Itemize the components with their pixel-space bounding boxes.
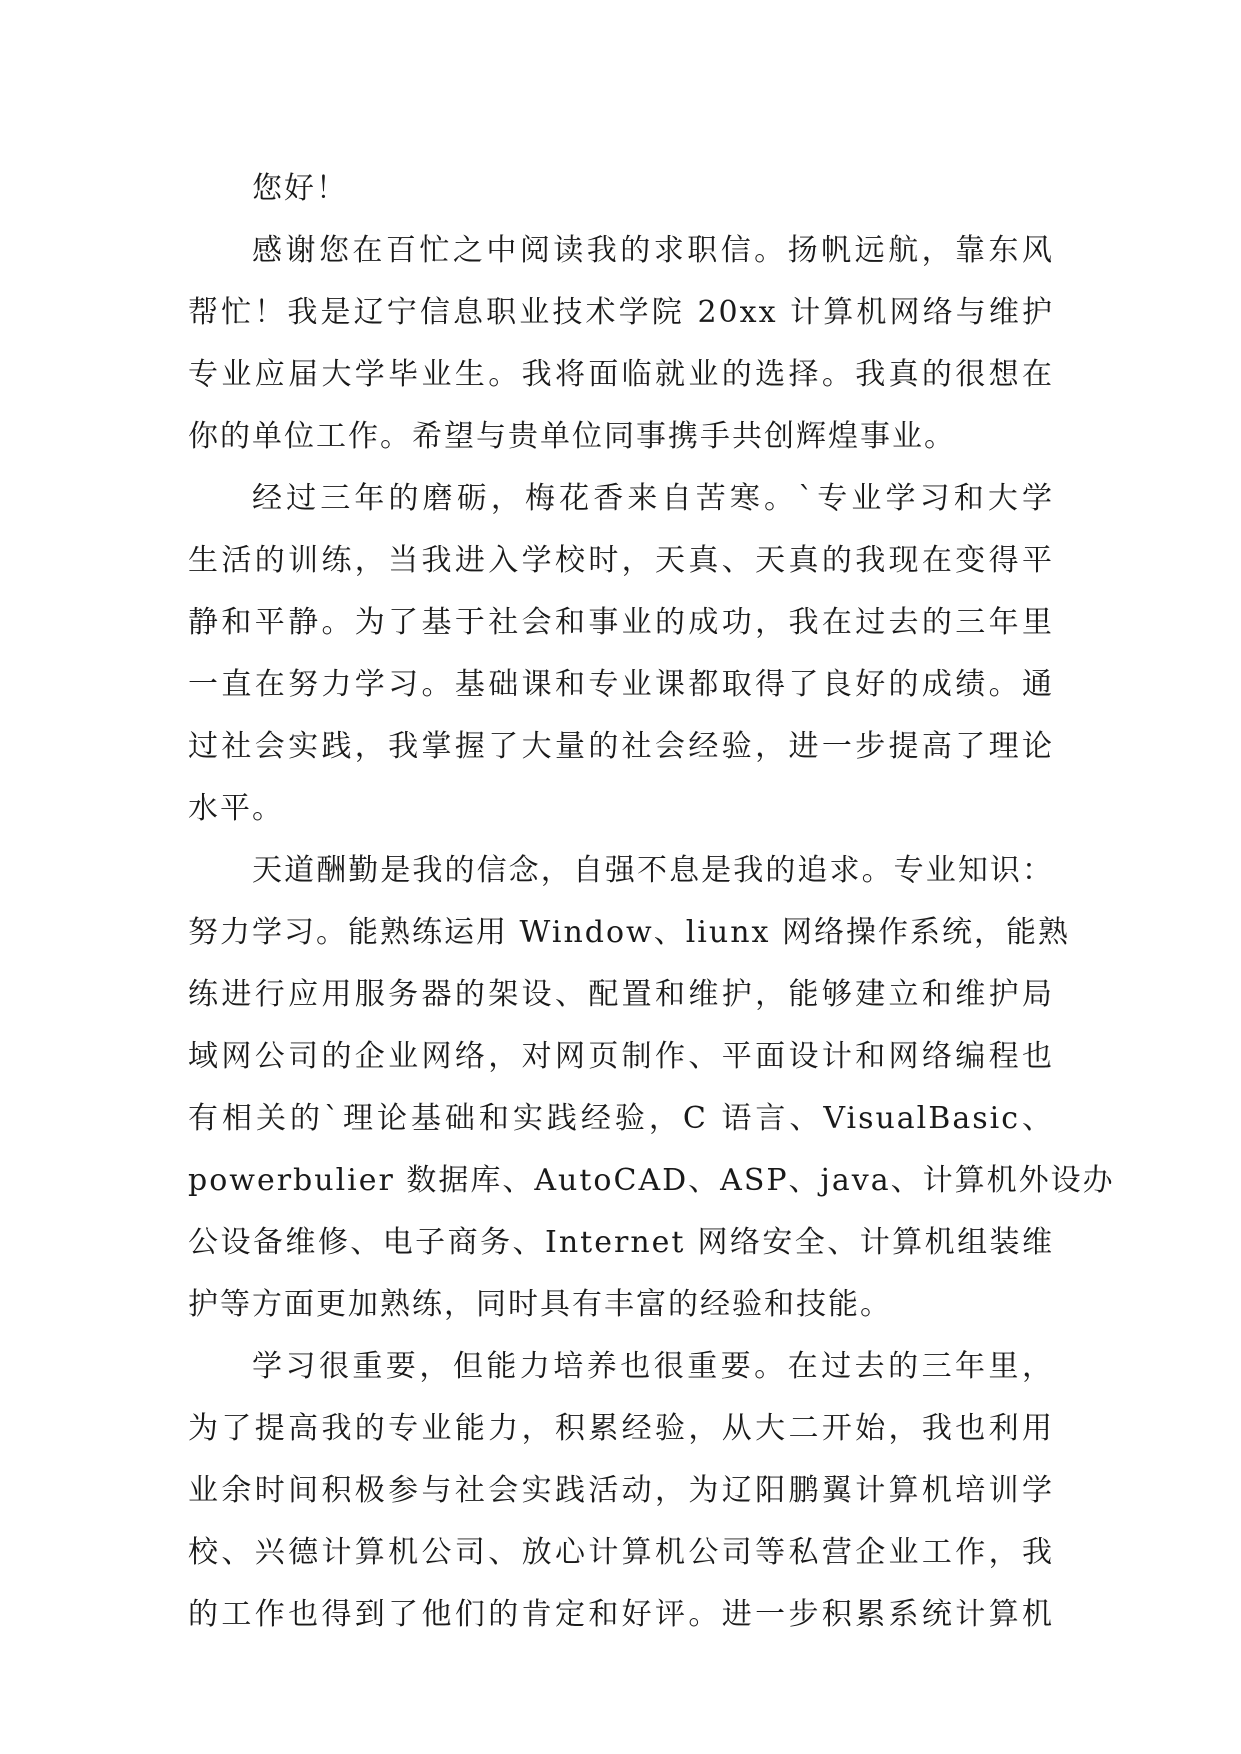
letter-body: [188, 158, 1115, 1646]
paragraph-4-line-5: 的工作也得到了他们的肯定和好评。进一步积累系统计算机: [188, 1597, 1054, 1632]
paragraph-2-line-5: 过社会实践，我掌握了大量的社会经验，进一步提高了理论: [188, 729, 1054, 764]
paragraph-2-line-4: 一直在努力学习。基础课和专业课都取得了良好的成绩。通: [188, 667, 1054, 702]
paragraph-3-line-7: 公设备维修、电子商务、Internet 网络安全、计算机组装维: [188, 1225, 1054, 1260]
paragraph-4-line-3: 业余时间积极参与社会实践活动，为辽阳鹏翼计算机培训学: [188, 1473, 1054, 1508]
paragraph-4-line-1: 学习很重要，但能力培养也很重要。在过去的三年里，: [252, 1349, 1054, 1384]
paragraph-2-line-2: 生活的训练，当我进入学校时，天真、天真的我现在变得平: [188, 543, 1054, 578]
paragraph-3-line-2: 努力学习。能熟练运用 Window、liunx 网络操作系统，能熟: [188, 915, 1070, 950]
greeting-line: 您好！: [252, 171, 348, 206]
paragraph-3-line-1: 天道酬勤是我的信念，自强不息是我的追求。专业知识：: [252, 853, 1054, 888]
paragraph-2-line-3: 静和平静。为了基于社会和事业的成功，我在过去的三年里: [188, 605, 1054, 640]
paragraph-4-line-2: 为了提高我的专业能力，积累经验，从大二开始，我也利用: [188, 1411, 1054, 1446]
paragraph-1-line-1: 感谢您在百忙之中阅读我的求职信。扬帆远航，靠东风: [252, 233, 1054, 268]
paragraph-1-line-2: 帮忙！我是辽宁信息职业技术学院 20xx 计算机网络与维护: [188, 295, 1054, 330]
paragraph-1-line-4: 你的单位工作。希望与贵单位同事携手共创辉煌事业。: [188, 419, 956, 454]
paragraph-3-line-8: 护等方面更加熟练，同时具有丰富的经验和技能。: [188, 1287, 892, 1322]
paragraph-3-line-3: 练进行应用服务器的架设、配置和维护，能够建立和维护局: [188, 977, 1054, 1012]
paragraph-2-line-6: 水平。: [188, 791, 284, 826]
paragraph-3-line-6: powerbulier 数据库、AutoCAD、ASP、java、计算机外设办: [188, 1163, 1115, 1198]
paragraph-2-line-1: 经过三年的磨砺，梅花香来自苦寒。`专业学习和大学: [252, 481, 1054, 516]
paragraph-1-line-3: 专业应届大学毕业生。我将面临就业的选择。我真的很想在: [188, 357, 1054, 392]
paragraph-3-line-5: 有相关的`理论基础和实践经验，C 语言、VisualBasic、: [188, 1101, 1054, 1136]
paragraph-3-line-4: 域网公司的企业网络，对网页制作、平面设计和网络编程也: [188, 1039, 1054, 1074]
paragraph-4-line-4: 校、兴德计算机公司、放心计算机公司等私营企业工作，我: [188, 1535, 1054, 1570]
